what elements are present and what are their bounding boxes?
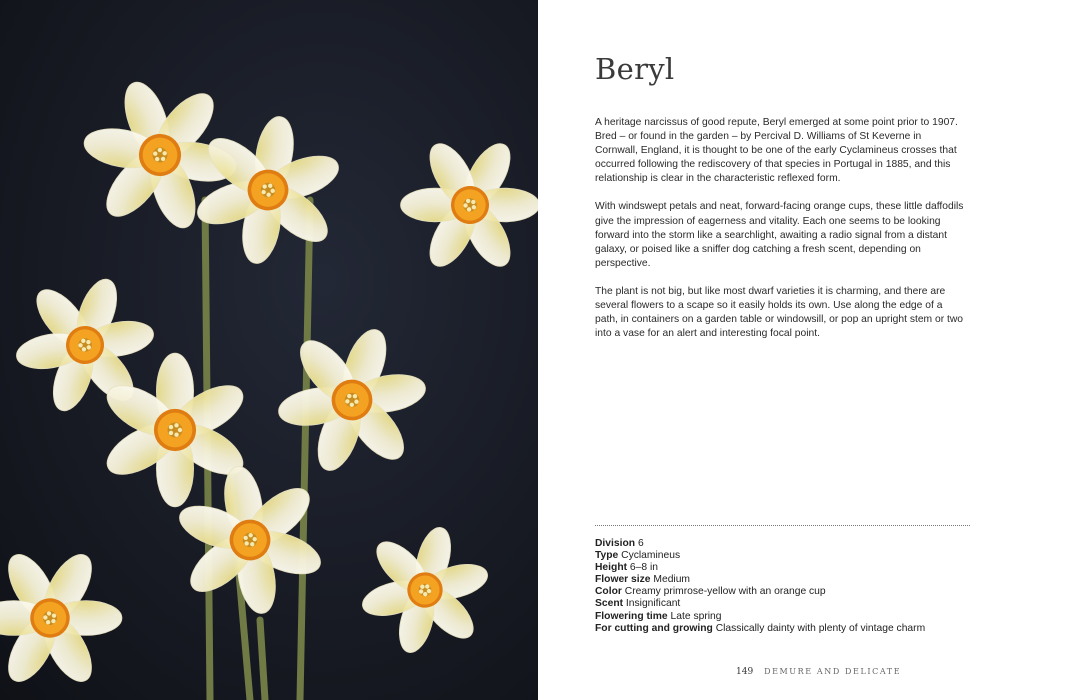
spec-label: Division <box>595 538 636 549</box>
description <box>595 116 965 355</box>
spec-type <box>595 550 975 562</box>
stem <box>260 620 265 700</box>
spec-cutting-growing <box>595 623 975 635</box>
spec-value: Insignificant <box>625 598 681 610</box>
text-page <box>538 0 1075 700</box>
spec-label: Flower size <box>595 574 651 586</box>
spec-value: Medium <box>653 574 691 586</box>
page-number: 149 <box>736 667 754 677</box>
spec-label: Flowering time <box>595 610 668 622</box>
spec-list <box>595 538 975 635</box>
daffodil-flower <box>376 111 538 300</box>
spec-value: Cyclamineus <box>621 550 681 562</box>
spec-value: Classically dainty with plenty of vintage charm <box>715 622 926 634</box>
paragraph-1: A heritage narcissus of good repute, Beryl emerged at some point prior to 1907. Bred – or found in the garden – by Percival D. Williams of St Keverne in Cornwall, England, it is thought to be one of the early Cyclamineus crosses that occurred following the rediscovery of that species in Portugal in 1885, and this relationship is clear in the characteristic reflexed form. <box>595 117 958 185</box>
page-footer <box>736 667 901 677</box>
paragraph-3: The plant is not big, but like most dwarf varieties it is charming, and there are several flowers to a scape so it easily holds its own. Use along the edge of a path, in containers on a garden table or windowsill, or pop an upright stem or two into a vase for an alert and interesting focal point. <box>595 285 964 340</box>
dotted-divider <box>595 525 970 526</box>
page-title: Beryl <box>595 52 675 86</box>
spec-value: 6 <box>637 538 644 549</box>
spec-flowering-time <box>595 611 975 623</box>
spec-division <box>595 538 975 550</box>
spec-label: Scent <box>595 598 624 610</box>
spec-value: Creamy primrose-yellow with an orange cup <box>624 586 826 598</box>
spec-color <box>595 586 975 598</box>
spec-height <box>595 562 975 574</box>
spec-flower-size <box>595 574 975 586</box>
spec-scent <box>595 598 975 610</box>
paragraph-2: With windswept petals and neat, forward-facing orange cups, these little daffodils give the impression of eagerness and vitality. Each one seems to be looking forward into the storm like a searchlight, awaiting a radio signal from a distant galaxy, or poised like a sniffer dog catching a fresh scent, depending on perspective. <box>595 201 964 269</box>
spec-value: 6–8 in <box>629 562 658 574</box>
daffodil-flower <box>347 511 503 669</box>
spec-label: Height <box>595 562 628 574</box>
running-head: DEMURE AND DELICATE <box>764 667 902 676</box>
daffodil-flower <box>0 520 147 700</box>
spec-label: For cutting and growing <box>595 622 713 634</box>
stem <box>300 200 310 700</box>
daffodil-flower <box>258 305 447 495</box>
spec-value: Late spring <box>670 610 722 622</box>
spec-label: Type <box>595 550 619 562</box>
spec-label: Color <box>595 586 622 598</box>
